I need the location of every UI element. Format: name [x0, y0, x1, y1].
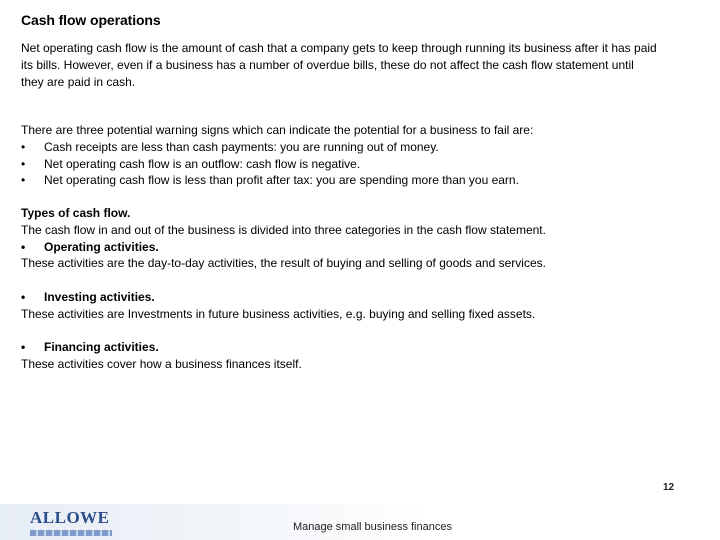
bullet-glyph: •: [21, 239, 26, 254]
warning-signs-section: [21, 122, 706, 189]
investing-section: [21, 289, 706, 323]
footer-course-title: Manage small business finances: [293, 521, 452, 533]
investing-label: Investing activities.: [44, 290, 155, 304]
warning-bullet: [21, 139, 706, 156]
warning-bullet-text: Net operating cash flow is less than profit after tax: you are spending more than you earn.: [44, 173, 519, 188]
intro-line: Net operating cash flow is the amount of cash that a company gets to keep through running its business after it has paid: [21, 41, 657, 55]
warning-lead: There are three potential warning signs which can indicate the potential for a business to fail are:: [21, 123, 534, 137]
operating-text: These activities are the day-to-day activities, the result of buying and selling of goods and services.: [21, 256, 546, 271]
operating-heading: [21, 239, 706, 256]
types-section: [21, 205, 706, 272]
warning-bullet: [21, 156, 706, 173]
bullet-glyph: •: [21, 173, 26, 188]
types-heading: Types of cash flow.: [21, 206, 131, 220]
operating-label: Operating activities.: [44, 239, 159, 254]
intro-paragraph: [21, 40, 706, 90]
bullet-glyph: •: [21, 340, 26, 354]
warning-bullet-text: Cash receipts are less than cash payments: you are running out of money.: [44, 139, 439, 154]
financing-label: Financing activities.: [44, 340, 159, 354]
logo-text: ALLOWE: [30, 508, 110, 527]
types-lead: The cash flow in and out of the business is divided into three categories in the cash flow statement.: [21, 222, 546, 237]
intro-line: its bills. However, even if a business has a number of overdue bills, these do not affect the cash flow statement until: [21, 57, 634, 72]
investing-text: These activities are Investments in future business activities, e.g. buying and selling fixed assets.: [21, 306, 536, 321]
financing-section: [21, 339, 706, 373]
slide-title: Cash flow operations: [21, 12, 161, 28]
allowe-logo: [30, 510, 114, 540]
bullet-glyph: •: [21, 139, 26, 154]
financing-heading: [21, 339, 706, 356]
intro-line: they are paid in cash.: [21, 74, 136, 89]
financing-text: These activities cover how a business finances itself.: [21, 356, 302, 371]
logo-strip: [30, 530, 112, 536]
bullet-glyph: •: [21, 156, 26, 171]
warning-bullet-text: Net operating cash flow is an outflow: cash flow is negative.: [44, 156, 361, 171]
page-number: 12: [663, 482, 675, 493]
bullet-glyph: •: [21, 290, 26, 304]
investing-heading: [21, 289, 706, 306]
warning-bullet: [21, 172, 706, 189]
